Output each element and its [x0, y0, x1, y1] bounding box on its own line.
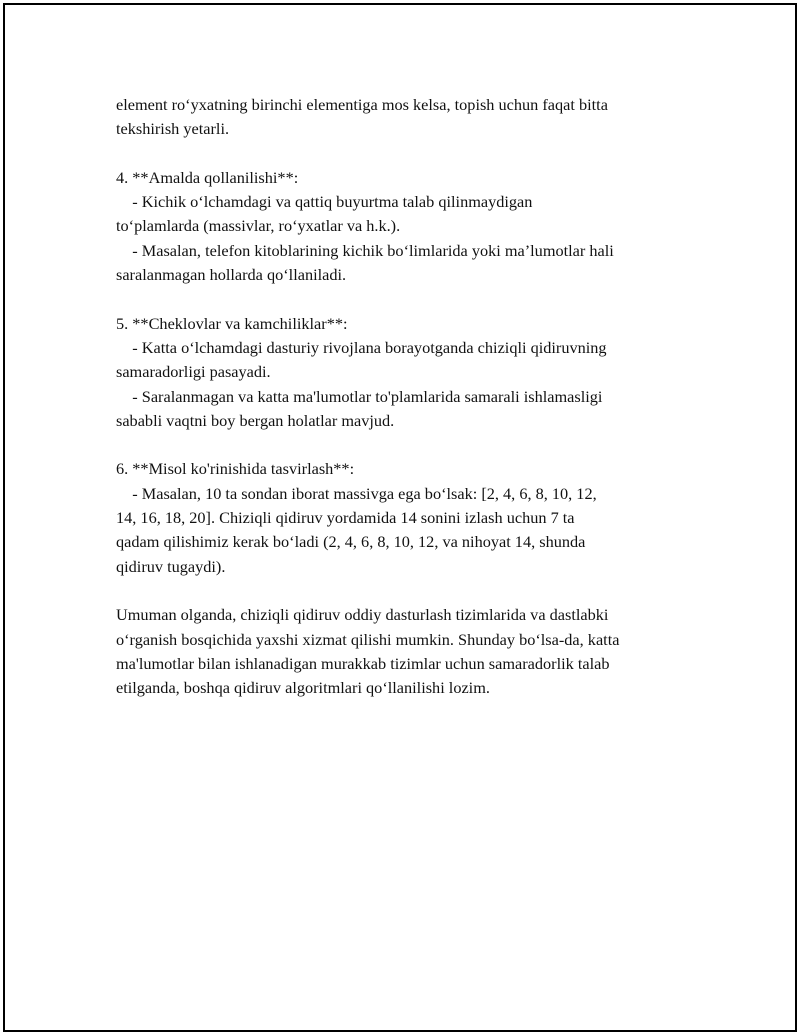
section-heading: 6. **Misol ko'rinishida tasvirlash**:	[116, 459, 355, 479]
text-line: - Katta oʻlchamdagi dasturiy rivojlana borayotganda chiziqli qidiruvning	[116, 337, 607, 357]
section-5-limitations	[116, 312, 696, 433]
conclusion-paragraph	[116, 603, 696, 700]
text-line: ma'lumotlar bilan ishlanadigan murakkab tizimlar uchun samaradorlik talab	[116, 653, 610, 673]
text-line: qidiruv tugaydi).	[116, 556, 226, 576]
text-line: - Saralanmagan va katta ma'lumotlar to'plamlarida samarali ishlamasligi	[116, 386, 603, 406]
text-line: 14, 16, 18, 20]. Chiziqli qidiruv yordamida 14 sonini izlash uchun 7 ta	[116, 508, 575, 528]
text-line: toʻplamlarda (massivlar, roʻyxatlar va h.k.).	[116, 216, 401, 236]
section-6-example	[116, 457, 696, 578]
text-line: Umuman olganda, chiziqli qidiruv oddiy dasturlash tizimlarida va dastlabki	[116, 605, 609, 625]
text-line: qadam qilishimiz kerak boʻladi (2, 4, 6, 8, 10, 12, va nihoyat 14, shunda	[116, 532, 586, 552]
text-line: oʻrganish bosqichida yaxshi xizmat qilishi mumkin. Shunday boʻlsa-da, katta	[116, 629, 620, 649]
text-line: sababli vaqtni boy bergan holatlar mavjud.	[116, 410, 395, 430]
text-line: samaradorligi pasayadi.	[116, 362, 271, 382]
paragraph-continuation	[116, 93, 696, 142]
text-line: saralanmagan hollarda qoʻllaniladi.	[116, 265, 347, 285]
text-line: etilganda, boshqa qidiruv algoritmlari qoʻllanilishi lozim.	[116, 678, 490, 698]
section-heading: 4. **Amalda qollanilishi**:	[116, 167, 299, 187]
section-heading: 5. **Cheklovlar va kamchiliklar**:	[116, 313, 348, 333]
section-4-practical-use	[116, 166, 696, 287]
text-line: tekshirish yetarli.	[116, 119, 230, 139]
text-line: - Masalan, telefon kitoblarining kichik boʻlimlarida yoki ma’lumotlar hali	[116, 240, 614, 260]
text-line: - Masalan, 10 ta sondan iborat massivga ega boʻlsak: [2, 4, 6, 8, 10, 12,	[116, 483, 597, 503]
document-body	[116, 93, 696, 725]
text-line: element roʻyxatning birinchi elementiga mos kelsa, topish uchun faqat bitta	[116, 95, 608, 114]
text-line: - Kichik oʻlchamdagi va qattiq buyurtma talab qilinmaydigan	[116, 192, 533, 212]
